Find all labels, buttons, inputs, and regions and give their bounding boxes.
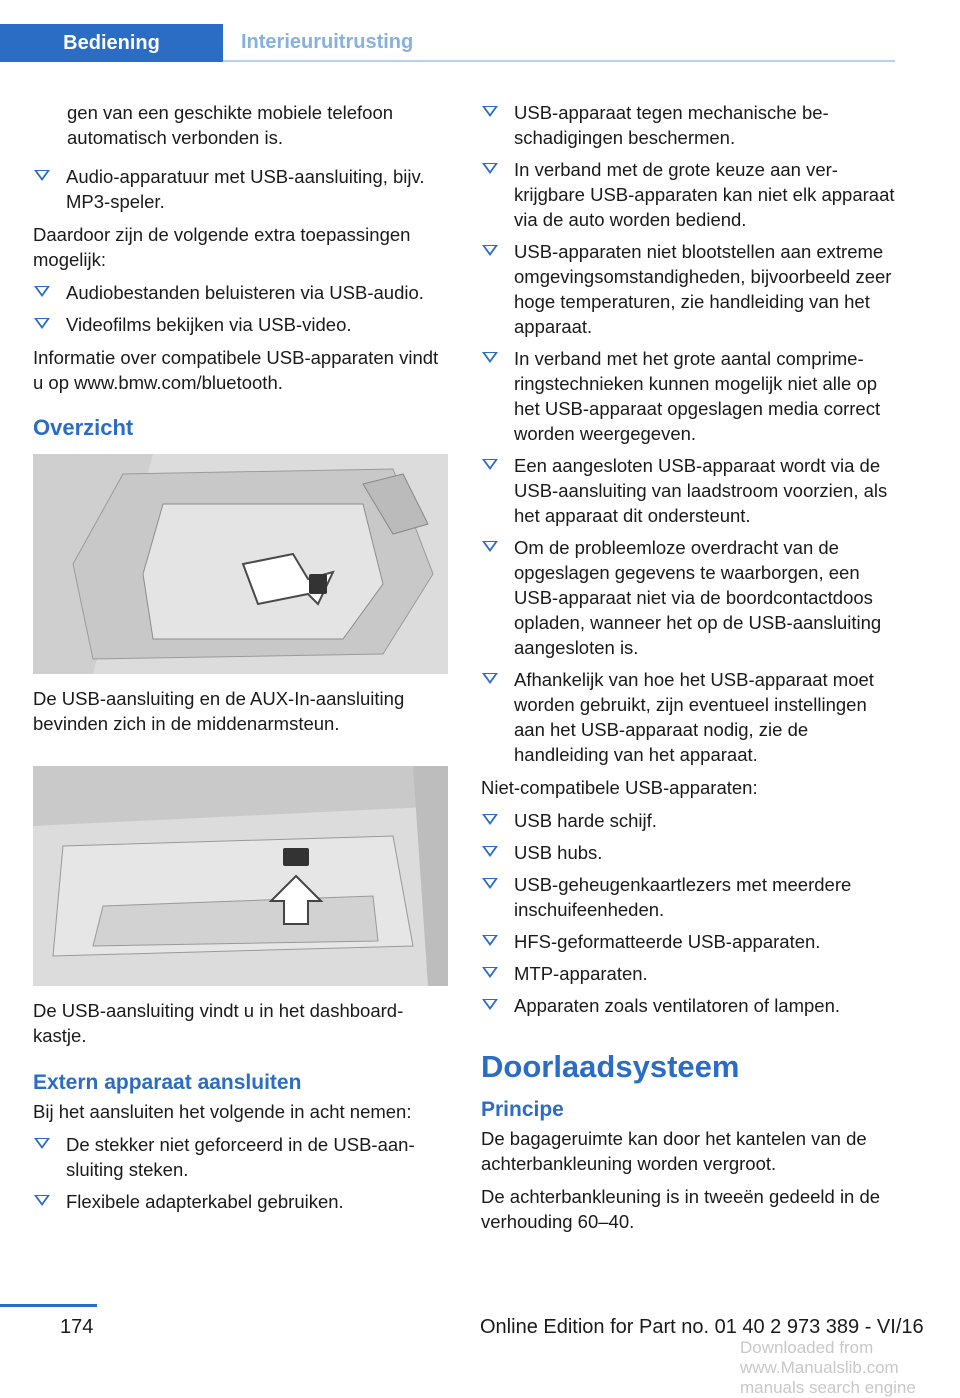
triangle-bullet-icon	[482, 967, 498, 978]
glovebox-usb-image	[33, 766, 448, 986]
continued-text: gen van een geschikte mobiele telefoon automatisch verbonden is.	[67, 102, 394, 148]
list-item: USB hubs.	[481, 840, 896, 865]
header-bar	[0, 0, 895, 62]
triangle-bullet-icon	[482, 163, 498, 174]
list-item: MTP-apparaten.	[481, 961, 896, 986]
triangle-bullet-icon	[482, 999, 498, 1010]
triangle-bullet-icon	[34, 318, 50, 329]
bullet-list	[481, 100, 896, 767]
section-heading: Overzicht	[33, 415, 134, 440]
list-item: Een aangesloten USB-apparaat wordt via de USB-aansluiting van laadstroom voorzien, als het apparaat dit ondersteunt.	[481, 453, 896, 528]
list-item: USB harde schijf.	[481, 808, 896, 833]
list-item: Om de probleemloze overdracht van de opgeslagen gegevens te waarborgen, een USB-apparaat niet via de boordcontactdoos opladen, wanneer het op de USB-aansluiting aangesloten is.	[481, 535, 896, 660]
header-divider	[223, 60, 895, 62]
triangle-bullet-icon	[482, 459, 498, 470]
list-item: HFS-geformatteerde USB-apparaten.	[481, 929, 896, 954]
armrest-usb-image	[33, 454, 448, 674]
paragraph: De achterbankleuning is in tweeën gedeeld in de verhouding 60–40.	[481, 1186, 881, 1232]
triangle-bullet-icon	[482, 814, 498, 825]
triangle-bullet-icon	[482, 846, 498, 857]
triangle-bullet-icon	[482, 673, 498, 684]
triangle-bullet-icon	[34, 1138, 50, 1149]
section-heading: Principe	[481, 1098, 564, 1121]
tab-interieuruitrusting[interactable]: Interieuruitrusting	[241, 31, 414, 53]
paragraph: Niet-compatibele USB-apparaten:	[481, 777, 758, 798]
paragraph: De bagageruimte kan door het kantelen van de achterbankleuning worden vergroot.	[481, 1128, 867, 1174]
list-item: Flexibele adapterkabel gebruiken.	[33, 1189, 448, 1214]
paragraph: Informatie over compatibele USB-apparaten vindt u op www.bmw.com/bluetooth.	[33, 347, 439, 393]
bullet-list	[33, 1132, 448, 1214]
triangle-bullet-icon	[34, 1195, 50, 1206]
right-column	[481, 100, 896, 1242]
left-column	[33, 100, 448, 1222]
triangle-bullet-icon	[482, 245, 498, 256]
bullet-list	[481, 808, 896, 1018]
tab-bediening[interactable]: Bediening	[0, 24, 223, 62]
paragraph: Bij het aansluiten het volgende in acht nemen:	[33, 1101, 412, 1122]
watermark: Downloaded from www.Manualslib.com manuals search engine	[740, 1338, 916, 1397]
page-number: 174	[60, 1316, 94, 1338]
list-item: De stekker niet geforceerd in de USB-aansluiting steken.	[33, 1132, 448, 1182]
triangle-bullet-icon	[482, 541, 498, 552]
list-item: USB-apparaat tegen mechanische beschadigingen beschermen.	[481, 100, 896, 150]
triangle-bullet-icon	[482, 878, 498, 889]
triangle-bullet-icon	[482, 352, 498, 363]
section-heading: Extern apparaat aansluiten	[33, 1071, 302, 1094]
list-item: In verband met het grote aantal comprimeringstechnieken kunnen mogelijk niet alle op het USB-apparaat opgeslagen media correct worden weergegeven.	[481, 346, 896, 446]
triangle-bullet-icon	[34, 286, 50, 297]
triangle-bullet-icon	[482, 106, 498, 117]
chapter-heading: Doorlaadsysteem	[481, 1049, 740, 1084]
list-item: USB-apparaten niet blootstellen aan extreme omgevingsomstandigheden, bijvoorbeeld zeer hoge temperaturen, zie handleiding van het apparaat.	[481, 239, 896, 339]
triangle-bullet-icon	[482, 935, 498, 946]
bullet-list	[33, 280, 448, 337]
paragraph: Daardoor zijn de volgende extra toepassingen mogelijk:	[33, 224, 411, 270]
triangle-bullet-icon	[34, 170, 50, 181]
list-item: Videofilms bekijken via USB-video.	[33, 312, 448, 337]
list-item: In verband met de grote keuze aan verkrijgbare USB-apparaten kan niet elk apparaat via de auto worden bediend.	[481, 157, 896, 232]
list-item: USB-geheugenkaartlezers met meerdere inschuifeenheden.	[481, 872, 896, 922]
list-item: Audio-apparatuur met USB-aansluiting, bijv. MP3-speler.	[33, 164, 448, 214]
list-item: Audiobestanden beluisteren via USB-audio.	[33, 280, 448, 305]
bullet-list	[33, 164, 448, 214]
footer-divider	[0, 1304, 97, 1307]
image-caption: De USB-aansluiting vindt u in het dashboardkastje.	[33, 1000, 404, 1046]
image-caption: De USB-aansluiting en de AUX-In-aansluiting bevinden zich in de middenarmsteun.	[33, 688, 405, 734]
list-item: Afhankelijk van hoe het USB-apparaat moet worden gebruikt, zijn eventueel instellingen aan het USB-apparaat nodig, zie de handleiding van het apparaat.	[481, 667, 896, 767]
list-item: Apparaten zoals ventilatoren of lampen.	[481, 993, 896, 1018]
edition-note: Online Edition for Part no. 01 40 2 973 389 - VI/16	[480, 1316, 924, 1338]
